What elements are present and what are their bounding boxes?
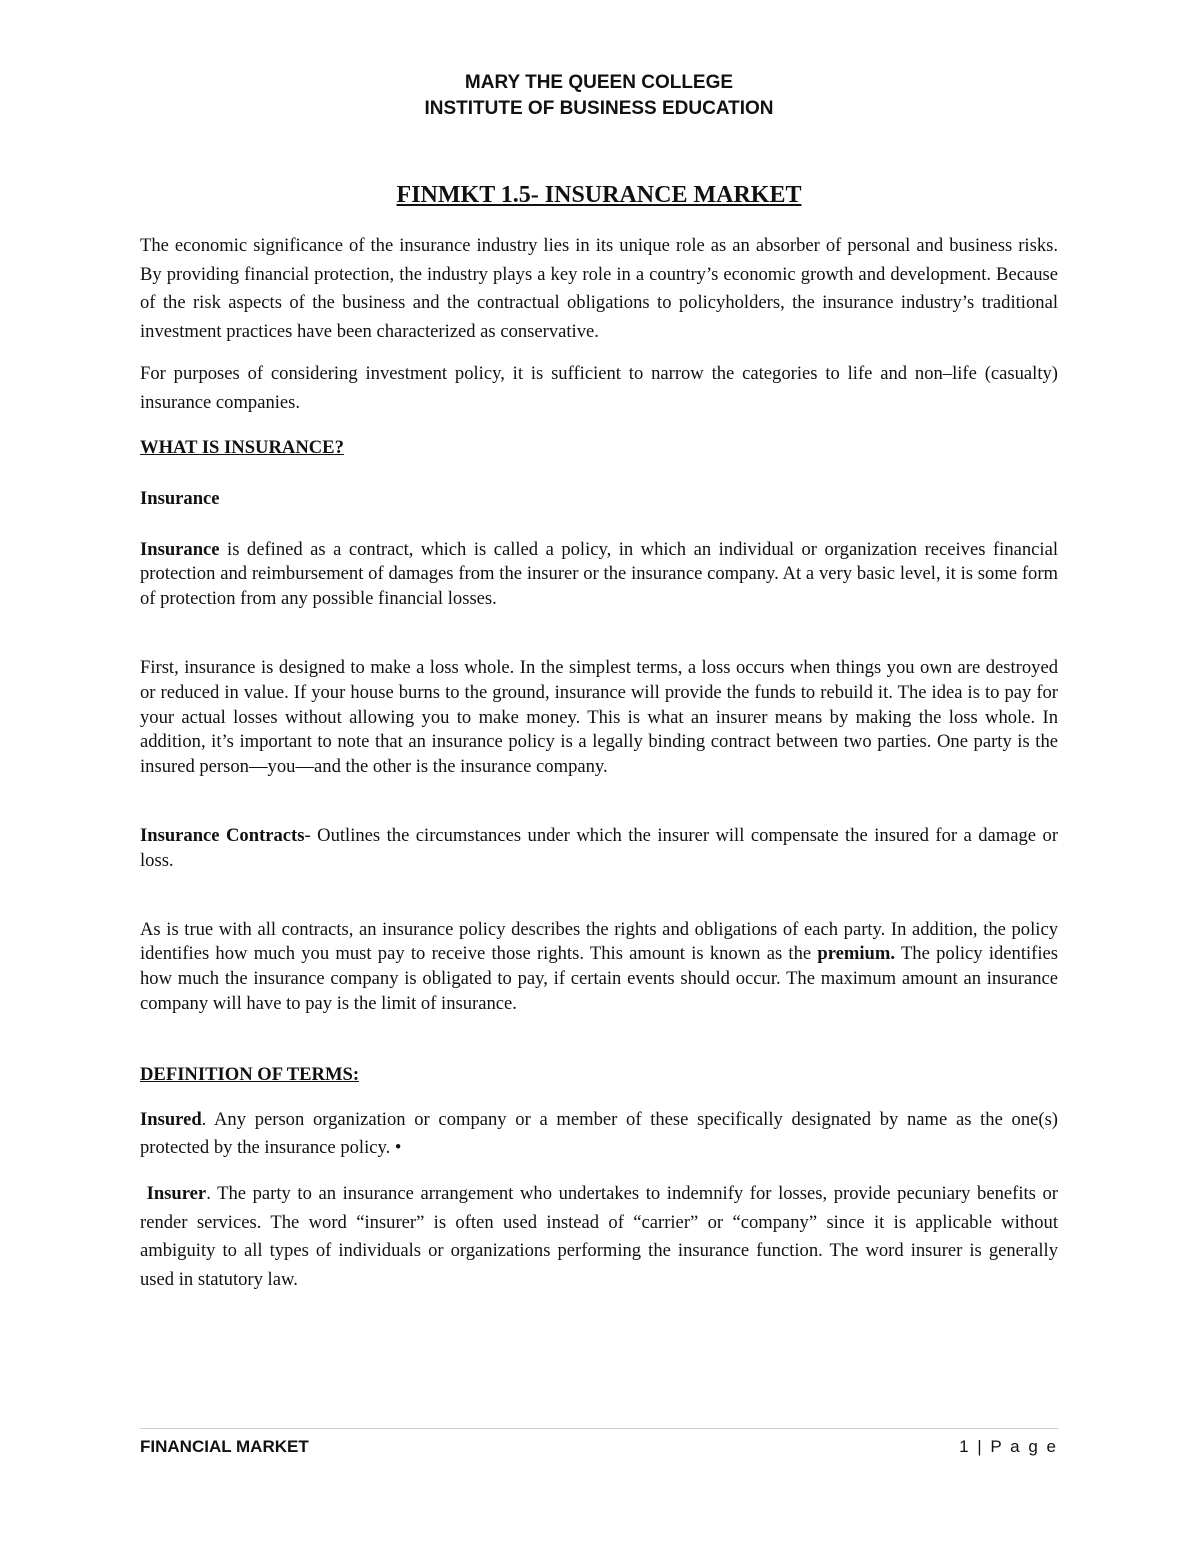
- insured-text: . Any person organization or company or a member of these specifically designated by name as the one(s) protected by the insurance policy. •: [140, 1108, 1058, 1159]
- insurance-contracts-text: - Outlines the circumstances under which the insurer will compensate the insured for a damage or loss.: [140, 824, 1059, 871]
- premium-term: premium.: [817, 943, 896, 965]
- make-loss-whole-paragraph: First, insurance is designed to make a loss whole. In the simplest terms, a loss occurs when things you own are destroyed or reduced in value. If your house burns to the ground, insurance will provide the funds to rebuild it. The idea is to pay for your actual losses without allowing you to make money. This is what an insurer means by making the loss whole. In addition, it’s important to note that an insurance policy is a legally binding contract between two parties. One party is the insured person—you—and the other is the insurance company.: [140, 656, 1058, 778]
- insurance-contracts-term: Insurance Contracts: [140, 824, 305, 846]
- premium-text-a: As is true with all contracts, an insurance policy describes the rights and obligations of each party. In addition, the policy identifies how much you must pay to receive those rights. This amount is known as the: [140, 918, 1058, 965]
- insurer-text: . The party to an insurance arrangement who undertakes to indemnify for losses, provide pecuniary benefits or render services. The word “insurer” is often used instead of “carrier” or “company” since it is applicable without ambiguity to all types of individuals or organizations performing the insurance function. The word insurer is generally used in statutory law.: [140, 1182, 1059, 1290]
- insurance-definition-text: is defined as a contract, which is called a policy, in which an individual or organization receives financial protection and reimbursement of damages from the insurer or the insurance company. At a very basic level, it is some form of protection from any possible financial losses.: [140, 538, 1058, 610]
- page-number: 1 | P a g e: [959, 1437, 1058, 1456]
- document-title: FINMKT 1.5- INSURANCE MARKET: [396, 182, 802, 208]
- institute-name: INSTITUTE OF BUSINESS EDUCATION: [424, 98, 774, 119]
- insurance-contracts-paragraph: [140, 824, 1058, 874]
- page-content: [140, 70, 1058, 1294]
- page-footer: [140, 1428, 1058, 1457]
- definition-of-terms-heading: DEFINITION OF TERMS:: [140, 1063, 360, 1085]
- insured-definition: [140, 1106, 1058, 1163]
- intro-paragraph-1: The economic significance of the insurance industry lies in its unique role as an absorber of personal and business risks. By providing financial protection, the industry plays a key role in a country’s economic growth and development. Because of the risk aspects of the business and the contractual obligations to policyholders, the insurance industry’s traditional investment practices have been characterized as conservative.: [140, 235, 1058, 342]
- premium-paragraph: [140, 918, 1058, 1017]
- college-name: MARY THE QUEEN COLLEGE: [464, 72, 734, 93]
- insurance-subheading: Insurance: [140, 487, 220, 509]
- what-is-insurance-heading: WHAT IS INSURANCE?: [140, 436, 344, 458]
- insurer-term: Insurer: [146, 1182, 207, 1204]
- insurance-term: Insurance: [140, 538, 220, 560]
- insured-term: Insured: [140, 1108, 202, 1130]
- insurance-definition-paragraph: [140, 538, 1058, 612]
- intro-paragraph-2: For purposes of considering investment policy, it is sufficient to narrow the categories to life and non–life (casualty) insurance companies.: [140, 363, 1058, 413]
- premium-text-b: The policy identifies how much the insurance company is obligated to pay, if certain events should occur. The maximum amount an insurance company will have to pay is the limit of insurance.: [140, 943, 1059, 1014]
- footer-course-name: FINANCIAL MARKET: [140, 1437, 309, 1456]
- insurer-definition: [140, 1180, 1058, 1294]
